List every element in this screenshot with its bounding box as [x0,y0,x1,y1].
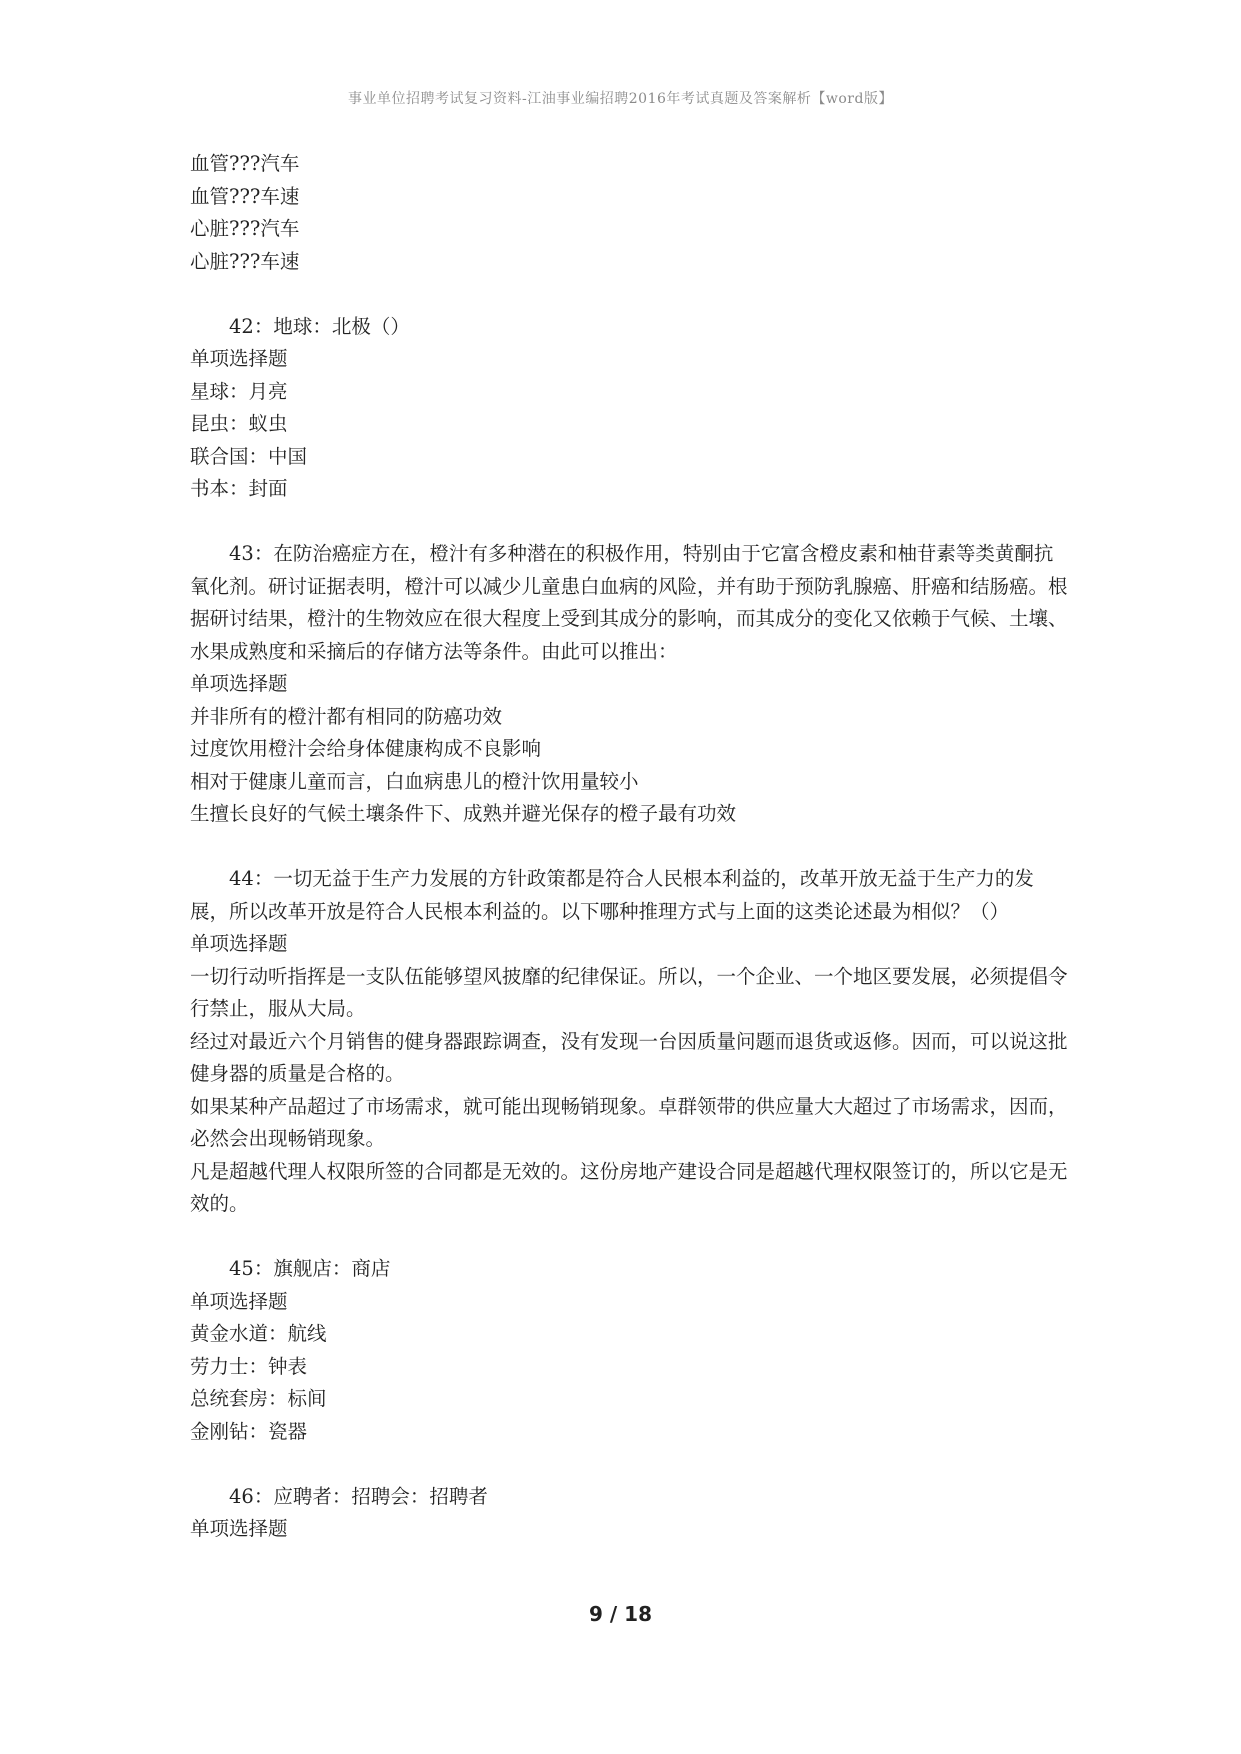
option: 血管???汽车 [190,152,300,175]
question-stem: 46：应聘者：招聘会：招聘者 [229,1484,488,1508]
option: 相对于健康儿童而言，白血病患儿的橙汁饮用量较小 [190,769,639,793]
option: 黄金水道：航线 [190,1322,327,1345]
question-stem: 45：旗舰店：商店 [229,1257,391,1280]
question-46 [190,1481,1070,1546]
option: 生擅长良好的气候土壤条件下、成熟并避光保存的橙子最有功效 [190,802,737,825]
page-header: 事业单位招聘考试复习资料-江油事业编招聘2016年考试真题及答案解析【word版】 [348,91,893,107]
option: 金刚钻：瓷器 [190,1419,308,1443]
question-42 [190,311,1070,506]
option: 劳力士：钟表 [190,1354,308,1378]
question-stem: 42：地球：北极（） [229,314,410,338]
prev-options [190,148,1070,278]
question-type: 单项选择题 [190,347,288,370]
page-content [190,148,1070,1546]
question-type: 单项选择题 [190,932,288,955]
option: 血管???车速 [190,184,300,208]
question-type: 单项选择题 [190,1517,288,1540]
question-type: 单项选择题 [190,1289,288,1313]
question-43 [190,538,1070,831]
question-45 [190,1253,1070,1448]
option: 过度饮用橙汁会给身体健康构成不良影响 [190,737,542,760]
option: 昆虫：蚁虫 [190,412,288,435]
option: 联合国：中国 [190,444,308,468]
option: 凡是超越代理人权限所签的合同都是无效的。这份房地产建设合同是超越代理权限签订的，所以它是无效的。 [190,1159,1068,1215]
option: 心脏???汽车 [190,217,300,240]
question-stem: 43：在防治癌症方在，橙汁有多种潜在的积极作用，特别由于它富含橙皮素和柚苷素等类黄酮抗氧化剂。研讨证据表明，橙汁可以减少儿童患白血病的风险，并有助于预防乳腺癌、肝癌和结肠癌。根据研讨结果，橙汁的生物效应在很大程度上受到其成分的影响，而其成分的变化又依赖于气候、土壤、水果成熟度和采摘后的存储方法等条件。由此可以推出： [190,542,1068,663]
option: 一切行动听指挥是一支队伍能够望风披靡的纪律保证。所以，一个企业、一个地区要发展，必须提倡令行禁止，服从大局。 [190,964,1068,1020]
page-number: 9 / 18 [589,1602,652,1626]
option: 经过对最近六个月销售的健身器跟踪调查，没有发现一台因质量问题而退货或返修。因而，可以说这批健身器的质量是合格的。 [190,1029,1068,1085]
option: 书本：封面 [190,477,288,500]
option: 心脏???车速 [190,249,300,273]
option: 星球：月亮 [190,379,288,403]
option: 如果某种产品超过了市场需求，就可能出现畅销现象。卓群领带的供应量大大超过了市场需求，因而，必然会出现畅销现象。 [190,1094,1068,1150]
question-stem: 44：一切无益于生产力发展的方针政策都是符合人民根本利益的，改革开放无益于生产力的发展，所以改革开放是符合人民根本利益的。以下哪种推理方式与上面的这类论述最为相似？（） [190,867,1034,923]
option: 总统套房：标间 [190,1387,327,1410]
option: 并非所有的橙汁都有相同的防癌功效 [190,704,503,728]
question-44 [190,863,1070,1221]
question-type: 单项选择题 [190,672,288,695]
